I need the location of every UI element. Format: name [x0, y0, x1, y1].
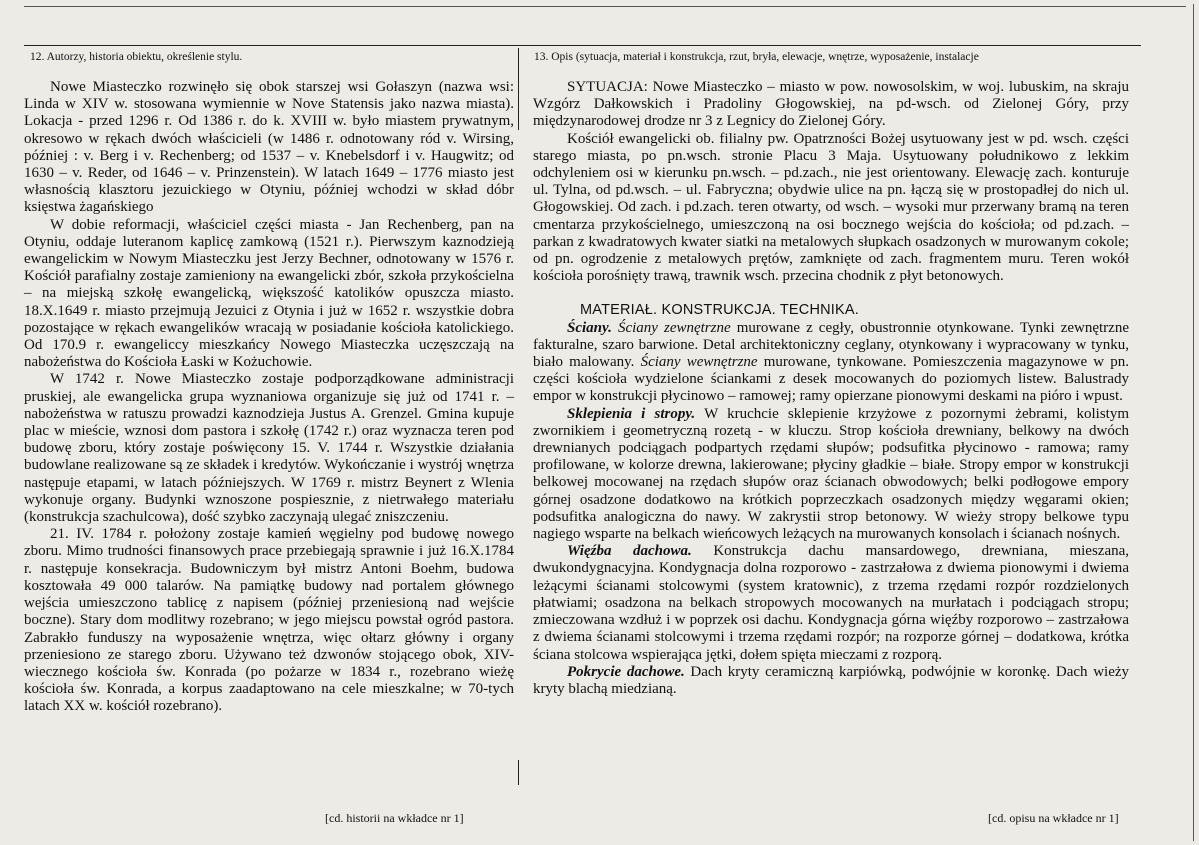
vaults-paragraph — [533, 406, 1129, 544]
column-divider-bottom — [518, 760, 519, 785]
situation-paragraph: SYTUACJA: Nowe Miasteczko – miasto w pow. nowosolskim, w woj. lubuskim, na skraju Wzgórz Dałkowskich i Pradoliny Głogowskiej, na pd-wsch. od Zielonej Góry, przy międzynarodowej drodze nr 3 z Legnicy do Zielonej Góry. — [533, 79, 1129, 130]
cover-paragraph — [533, 664, 1129, 698]
vaults-text: W kruchcie sklepienie krzyżowe z pozornymi żebrami, kolistym zwornikiem i geometryczną rozetą - w kluczu. Strop kościoła drewniany, belkowy na dwóch drewnianych podciągach podpartych rzędami słupów; podsufitka płycinowo - ramowa; ramy profilowane, w kolorze drewna, lakierowane; płyciny gładkie – białe. Stropy empor w konstrukcji belkowej mocowanej na rzędach słupów oraz ścianach obwodowych; belki podłogowe empory górnej osadzone dodatkowo na krótkich poprzeczkach osadzonych między węgarami okien; podsufitka analogiczna do nawy. W zakrystii strop betonowy. W wieży stropy belkowe typu nagiego wsparte na belkach wieńcowych leżących na murowanych konsolach i ścianach nośnych. — [533, 405, 1130, 543]
roof-text: Konstrukcja dachu mansardowego, drewniana, mieszana, dwukondygnacyjna. Kondygnacja dolna rozporowo - zastrzałowa z dwiema pionowymi i dwiema leżącymi ścianami stolcowymi (system kratownic), z trzema rzędami rozpór rozdzielonych płatwiami; osadzona na belkach stropowych mocowanych na murłatach i podciągach stropu; zmieczowana wzdłuż i w poprzek osi dachu. Kondygnacja górna więźby rozporowo – zastrzałowa z dwiema ścianami stolcowymi i trzema rzędami rozpór; na rozporze górnej – dodatkowa, krótka ściana stolcowa wspierająca jętki, dołem spięta mieczami z rozporą. — [533, 543, 1130, 663]
roof-label: Więźba dachowa. — [567, 543, 692, 560]
cover-text: Dach kryty ceramiczną karpiówką, podwójnie w koronkę. Dach wieży kryty blachą miedzianą. — [533, 663, 1130, 697]
page-border-right — [1193, 4, 1194, 841]
history-paragraph-3: W 1742 r. Nowe Miasteczko zostaje podporządkowane administracji pruskiej, ale ewangelicka grupa wyznaniowa organizuje się już od 1741 r. – nabożeństwa w ratuszu prowadzi kaznodzieja Justus A. Grenzel. Gmina kupuje plac w mieście, wznosi dom pastora i szkołę (1742 r.) oraz wyznacza teren pod budowę zboru, który zostaje poświęcony 15. V. 1744 r. Wszystkie działania budowlane realizowane są ze składek i kredytów. Wykończanie i wystrój wnętrza następuje etapami, w latach późniejszych. W 1769 r. mistrz Beynert z Wlenia wykonuje organy. Budynki wznoszone pospiesznie, z nietrwałego materiału (konstrukcja szachulcowa), dość szybko zaczynają ulegać zniszczeniu. — [24, 371, 514, 526]
walls-label: Ściany. — [567, 319, 612, 336]
vaults-label: Sklepienia i stropy. — [567, 405, 696, 422]
history-paragraph-2: W dobie reformacji, właściciel części miasta - Jan Rechenberg, pan na Otyniu, oddaje luteranom kaplicę zamkową (1521 r.). Pierwszym kaznodzieją ewangelickim w Nowym Miasteczku jest Jerzy Bechner, odnotowany w 1576 r. Kościół parafialny zostaje zamieniony na ewangelicki zbór, szkoła przykościelna – na miejską szkołę ewangelicką, większość katolików opuszcza miasto. 18.X.1649 r. miasto przejmują Jezuici z Otynia i już w 1652 r. wszystkie dobra pozostające w rękach ewangelików wracają w posiadanie kościoła katolickiego. Od 170.9 r. ewangeliccy mieszkańcy Nowego Miasteczka uczęszczają na nabożeństwa do Kościoła Łaski w Kożuchowie. — [24, 216, 514, 371]
history-continued-note: [cd. historii na wkładce nr 1] — [325, 811, 464, 825]
section-12-header: 12. Autorzy, historia obiektu, określenie stylu. — [30, 51, 243, 63]
history-column — [24, 79, 514, 716]
history-paragraph-4: 21. IV. 1784 r. położony zostaje kamień węgielny pod budowę nowego zboru. Mimo trudności finansowych prace przebiegają sprawnie i już 16.X.1784 r. następuje konsekracja. Budowniczym był mistrz Antoni Boehm, budowa kosztowała 49 000 talarów. Na pamiątkę budowy nad portalem głównego wejścia umieszczono tablicę z napisem (później przeniesioną nad wejście boczne). Stary dom modlitwy rozebrano; w jego miejscu powstał ogród pastora. Zabrakło funduszy na wyposażenie wnętrza, więc ołtarz główny i organy przeniesiono ze starego zboru. Używano też dzwonów stojącego obok, XIV-wiecznego kościoła św. Konrada (po pożarze w 1834 r., rozebrano wieżę kościoła św. Konrada, a korpus zaadaptowano na cele mieszkalne; w 70-tych latach XX w. kościół rozebrano). — [24, 526, 514, 715]
walls-paragraph — [533, 320, 1129, 406]
cover-label: Pokrycie dachowe. — [567, 663, 685, 680]
column-divider-top — [518, 48, 519, 130]
church-location-paragraph: Kościół ewangelicki ob. filialny pw. Opatrzności Bożej usytuowany jest w pd. wsch. części starego miasta, po pn.wsch. stronie Placu 3 Maja. Usytuowany południkowo z lekkim odchyleniem osi w kierunku pn.wsch. – pd.zach., nie jest orientowany. Elewację zach. konturuje ul. Tylna, od pd.wsch. – ul. Fabryczna; obydwie ulice na pn. łączą się w prostopadłej do nich ul. Głogowskiej. Od zach. i pd.zach. teren otwarty, od wsch. – wysoki mur przerwany bramą na teren cmentarza przykościelnego, umieszczoną na osi bocznego wejścia do kościoła; od pd.zach. – parkan z kwadratowych kwater siatki na metalowych słupkach osadzonych w murowanym cokole; od pn. ogrodzenie z metalowych prętów, zamknięte od zach. fragmentem muru. Teren wokół kościoła porośnięty trawą, trawnik wsch. przecina chodnik z płyt betonowych. — [533, 130, 1129, 285]
history-paragraph-1: Nowe Miasteczko rozwinęło się obok starszej wsi Gołaszyn (nazwa wsi: Linda w XIV w. stosowana wymiennie w Nove Statensis jako nazwa miasta). Lokacja - przed 1296 r. Od 1386 r. do k. XVIII w. było miastem prywatnym, okresowo w rękach dwóch właścicieli (w 1486 r. odnotowany ród v. Wirsing, później : v. Berg i v. Rechenberg; od 1537 – v. Knebelsdorf i v. Haugwitz; od 1630 – v. Reder, od 1646 – v. Prinzenstein). W latach 1649 – 1776 miasto jest własnością klasztoru jezuickiego w Otyniu, później wchodzi w skład dóbr księstwa żagańskiego — [24, 79, 514, 216]
walls-ext-label: Ściany zewnętrzne — [617, 319, 731, 336]
header-rule — [24, 45, 1141, 46]
section-13-header: 13. Opis (sytuacja, materiał i konstrukcja, rzut, bryła, elewacje, wnętrze, wyposażenie, instalacje — [534, 51, 979, 63]
description-column — [533, 79, 1129, 698]
materials-section-title: MATERIAŁ. KONSTRUKCJA. TECHNIKA. — [580, 302, 859, 319]
page-border-top — [24, 6, 1186, 7]
walls-text-1: murowane z cegły, obustronnie otynkowane. Tynki zewnętrzne fakturalne, szaro barwione. Detal architektoniczny ceglany, otynkowany i wypracowany w tynku, biało malowany. — [533, 319, 1129, 371]
description-continued-note: [cd. opisu na wkładce nr 1] — [988, 811, 1119, 825]
spacer — [533, 285, 1129, 302]
walls-int-label: Ściany wewnętrzne — [640, 354, 758, 371]
walls-text-2: murowane, tynkowane. Pomieszczenia magazynowe w pn. części kościoła wydzielone ściankami z desek mocowanych do poziomych listew. Balustrady empor w konstrukcji płycinowo – ramowej; ramy opierzane pionowymi deskami na pióro i wpust. — [533, 354, 1130, 405]
roof-paragraph — [533, 543, 1129, 663]
